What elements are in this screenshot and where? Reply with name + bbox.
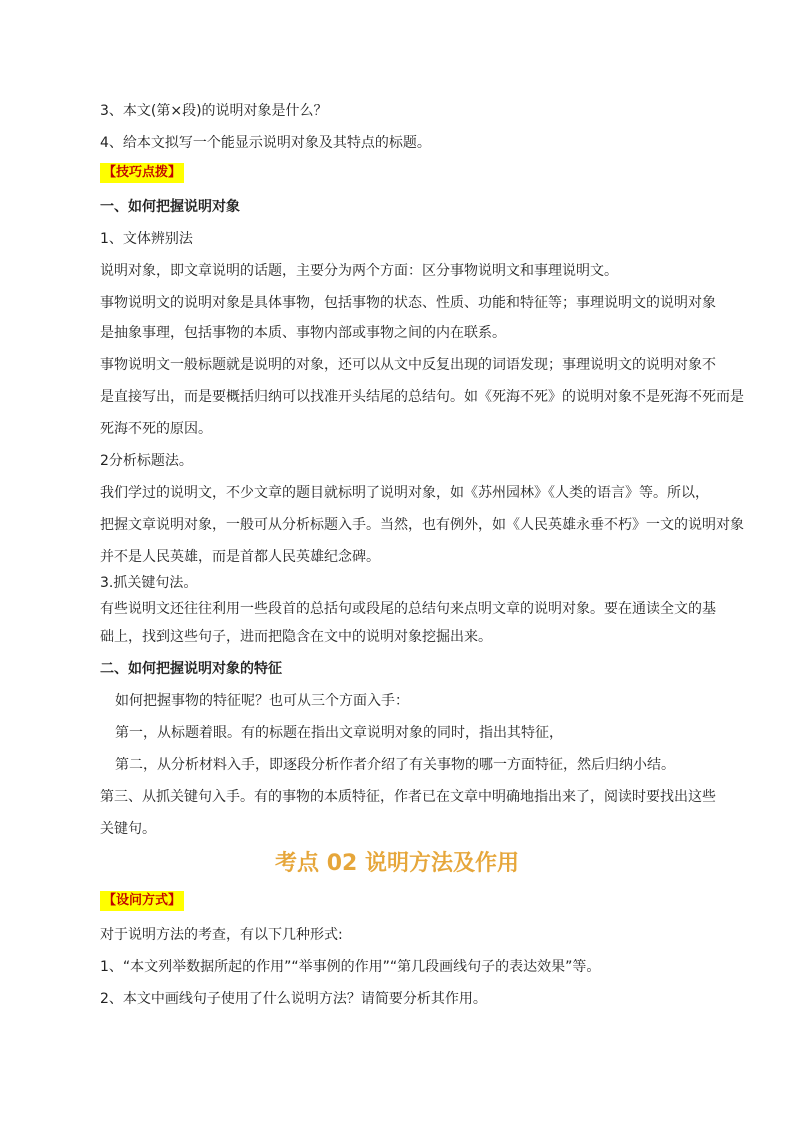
question-method-tag: 【设问方式】	[100, 891, 184, 911]
method-2-title: 2分析标题法。	[100, 453, 193, 469]
section-two-third-line-1: 第三、从抓关键句入手。有的事物的本质特征，作者已在文章中明确地指出来了，阅读时要找出这些	[100, 789, 716, 805]
method-3-title: 3.抓关键句法。	[100, 575, 198, 591]
method-2-line-2: 把握文章说明对象，一般可从分析标题入手。当然，也有例外，如《人民英雄永垂不朽》一文的说明对象	[100, 517, 744, 533]
method-3-line-1: 有些说明文还往往利用一些段首的总括句或段尾的总结句来点明文章的说明对象。要在通读全文的基	[100, 601, 716, 617]
tips-tag: 【技巧点拨】	[100, 163, 184, 183]
method-3-line-2: 础上，找到这些句子，进而把隐含在文中的说明对象挖掘出来。	[100, 629, 492, 645]
method-1-paragraph-2-line-2: 是抽象事理，包括事物的本质、事物内部或事物之间的内在联系。	[100, 325, 506, 341]
method-1-title: 1、文体辨别法	[100, 231, 193, 247]
method-1-paragraph-3-line-1: 事物说明文一般标题就是说明的对象，还可以从文中反复出现的词语发现；事理说明文的说明对象不	[100, 357, 716, 373]
method-2-line-3: 并不是人民英雄，而是首都人民英雄纪念碑。	[100, 549, 380, 565]
method-1-paragraph-3-line-2: 是直接写出，而是要概括归纳可以找准开头结尾的总结句。如《死海不死》的说明对象不是死海不死而是	[100, 389, 744, 405]
method-2-line-1: 我们学过的说明文，不少文章的题目就标明了说明对象，如《苏州园林》《人类的语言》等。所以，	[100, 485, 709, 501]
question-4: 4、给本文拟写一个能显示说明对象及其特点的标题。	[100, 135, 431, 151]
section-one-title: 一、如何把握说明对象	[100, 199, 240, 215]
section-two-title: 二、如何把握说明对象的特征	[100, 661, 282, 677]
section-two-second: 第二，从分析材料入手，即逐段分析作者介绍了有关事物的哪一方面特征，然后归纳小结。	[115, 757, 675, 773]
question-1: 1、“本文列举数据所起的作用”“举事例的作用”“第几段画线句子的表达效果”等。	[100, 959, 601, 975]
exam-point-heading: 考点 02 说明方法及作用	[275, 851, 519, 876]
section-two-intro: 如何把握事物的特征呢？也可从三个方面入手：	[115, 693, 409, 709]
question-3: 3、本文(第×段)的说明对象是什么？	[100, 103, 328, 119]
question-2: 2、本文中画线句子使用了什么说明方法？请简要分析其作用。	[100, 991, 487, 1007]
section-two-third-line-2: 关键句。	[100, 821, 156, 837]
method-1-paragraph-2-line-1: 事物说明文的说明对象是具体事物，包括事物的状态、性质、功能和特征等；事理说明文的说明对象	[100, 295, 716, 311]
section-two-first: 第一，从标题着眼。有的标题在指出文章说明对象的同时，指出其特征，	[115, 725, 563, 741]
question-intro: 对于说明方法的考查，有以下几种形式:	[100, 927, 343, 943]
method-1-paragraph-3-line-3: 死海不死的原因。	[100, 421, 212, 437]
method-1-paragraph-1: 说明对象，即文章说明的话题，主要分为两个方面：区分事物说明文和事理说明文。	[100, 263, 618, 279]
